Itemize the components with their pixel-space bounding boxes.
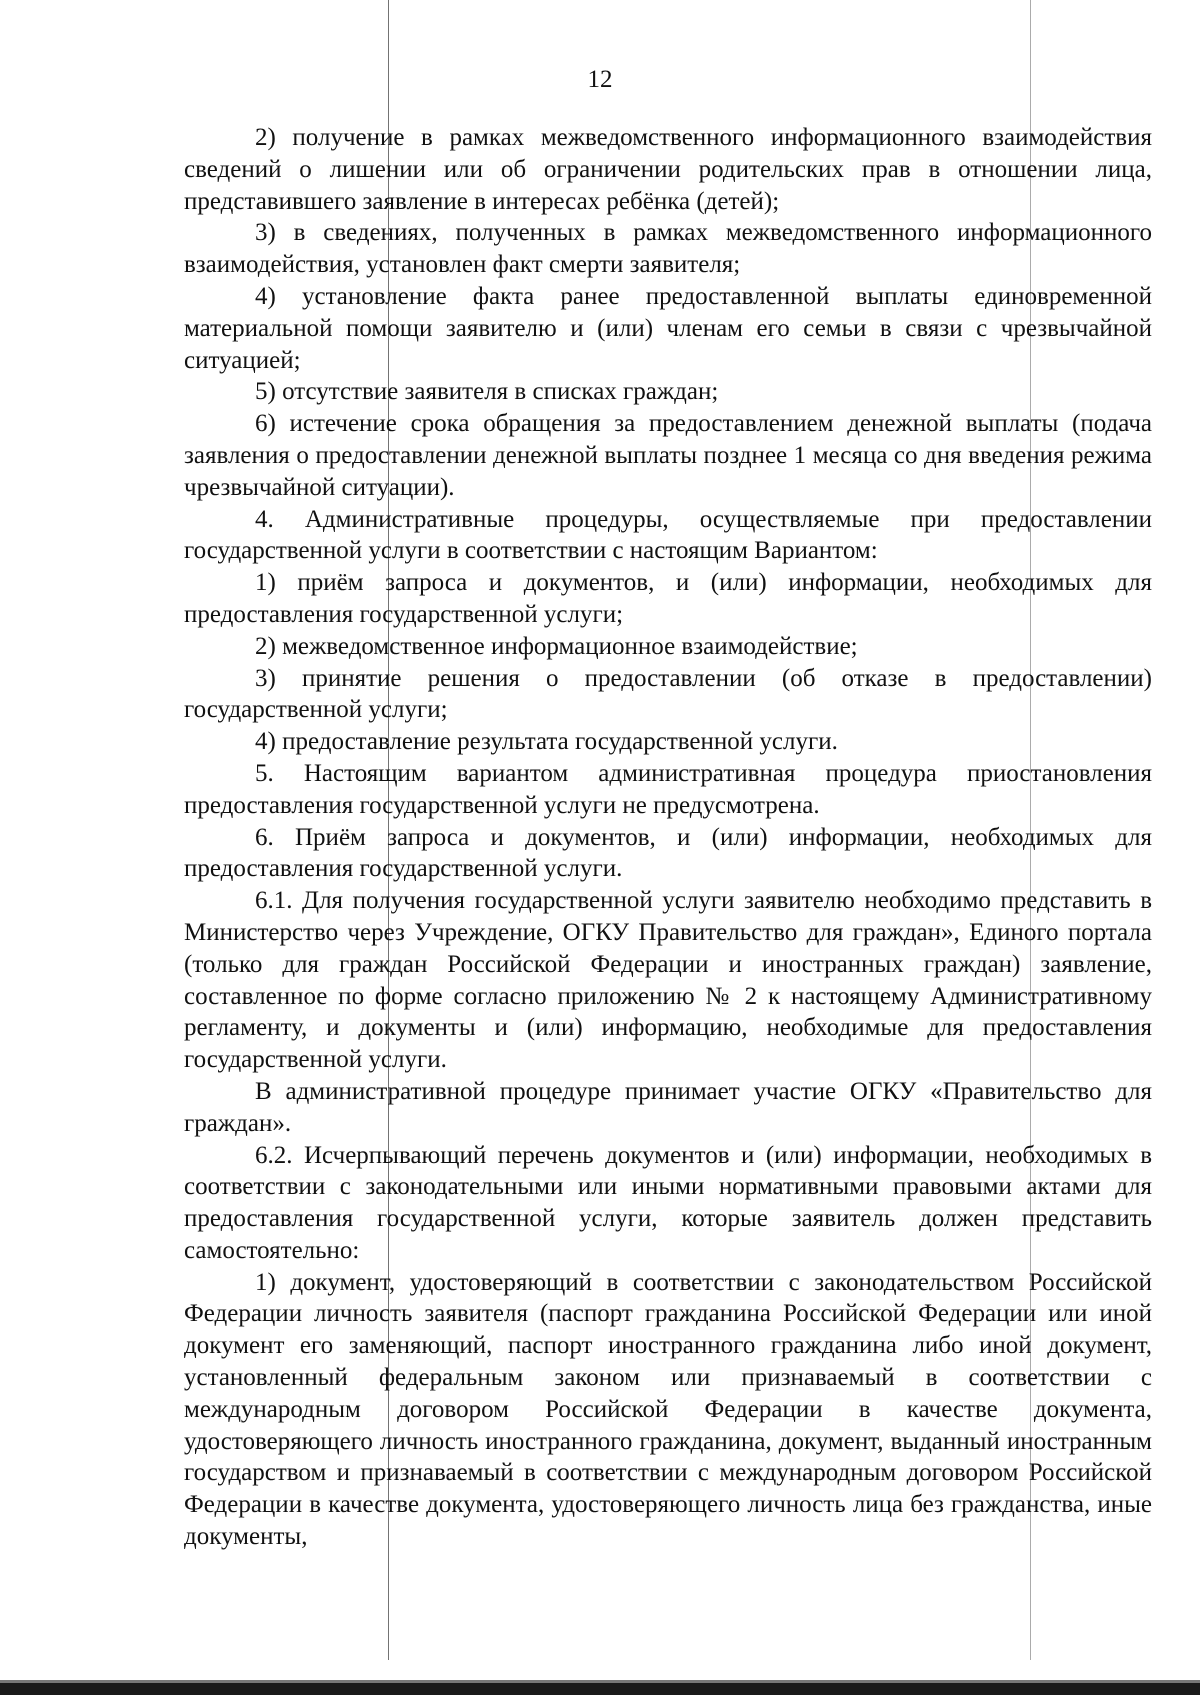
paragraph-participation-ogku: В административной процедуре принимает участие ОГКУ «Правительство для граждан».	[184, 1077, 1152, 1137]
paragraph-section-4-procedures: 4. Административные процедуры, осуществляемые при предоставлении государственной услуги в соответствии с настоящим Вариантом:	[184, 505, 1152, 565]
paragraph-item-4-previous-payment: 4) установление факта ранее предоставленной выплаты единовременной материальной помощи заявителю и (или) членам его семьи в связи с чрезвычайной ситуацией;	[184, 282, 1152, 374]
page-number: 12	[587, 66, 613, 93]
paragraph-item-3-death-fact: 3) в сведениях, полученных в рамках межведомственного информационного взаимодействия, установлен факт смерти заявителя;	[184, 219, 1152, 279]
paragraph-section-6-reception: 6. Приём запроса и документов, и (или) информации, необходимых для предоставления государственной услуги.	[184, 823, 1152, 883]
paragraph-section-6-2-documents-list: 6.2. Исчерпывающий перечень документов и (или) информации, необходимых в соответствии с законодательными или иными нормативными правовыми актами для предоставления государственной услуги, которые заявитель должен представить самостоятельно:	[184, 1141, 1152, 1264]
paragraph-procedure-1-reception: 1) приём запроса и документов, и (или) информации, необходимых для предоставления государственной услуги;	[184, 569, 1152, 628]
paragraph-item-2-parental-rights: 2) получение в рамках межведомственного информационного взаимодействия сведений о лишении или об ограничении родительских прав в отношении лица, представившего заявление в интересах ребёнка (детей);	[184, 124, 1152, 215]
paragraph-procedure-4-result: 4) предоставление результата государственной услуги.	[255, 728, 838, 756]
paragraph-section-5-suspension: 5. Настоящим вариантом административная процедура приостановления предоставления государственной услуги не предусмотрена.	[184, 759, 1152, 819]
scan-bottom-edge	[0, 1683, 1200, 1695]
document-body	[184, 122, 1152, 1553]
paragraph-item-5-not-in-list: 5) отсутствие заявителя в списках граждан;	[255, 378, 719, 406]
paragraph-item-6-deadline-expired: 6) истечение срока обращения за предоставлением денежной выплаты (подача заявления о предоставлении денежной выплаты позднее 1 месяца со дня введения режима чрезвычайной ситуации).	[184, 410, 1152, 501]
paragraph-procedure-3-decision: 3) принятие решения о предоставлении (об отказе в предоставлении) государственной услуги;	[184, 664, 1152, 724]
paragraph-document-1-identity: 1) документ, удостоверяющий в соответствии с законодательством Российской Федерации личность заявителя (паспорт гражданина Российской Федерации или иной документ его заменяющий, паспорт иностранного гражданина либо иной документ, установленный федеральным законом или признаваемый в соответствии с международным договором Российской Федерации в качестве документа, удостоверяющего личность иностранного гражданина, документ, выданный иностранным государством и признаваемый в соответствии с международным договором Российской Федерации в качестве документа, удостоверяющего личность лица без гражданства, иные документы,	[184, 1268, 1152, 1551]
paragraph-section-6-1-submission: 6.1. Для получения государственной услуги заявителю необходимо представить в Министерство через Учреждение, ОГКУ Правительство для граждан», Единого портала (только для граждан Российской Федерации и иностранных граждан) заявление, составленное по форме согласно приложению № 2 к настоящему Административному регламенту, и документы и (или) информацию, необходимые для предоставления государственной услуги.	[184, 887, 1152, 1074]
paragraph-procedure-2-interaction: 2) межведомственное информационное взаимодействие;	[255, 632, 858, 660]
